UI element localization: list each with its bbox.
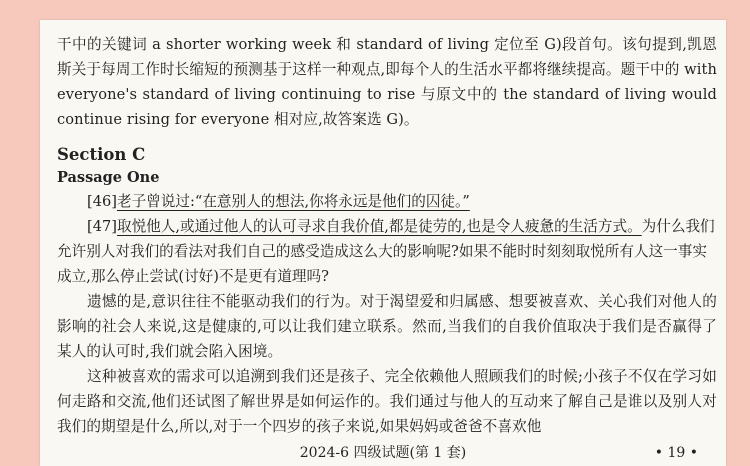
sentence-marker: [46] [87,193,117,210]
sentence-marker: [47] [87,218,117,235]
sentence-46 [57,189,717,214]
sentence-continuation: 为什么我们允许别人对我们的看法对我们自己的感受造成这么大的影响呢?如果不能时时刻刻取悦所有人这一事实成立,那么停止尝试(讨好)不是更有道理吗? [57,218,715,285]
footer-title: 2024-6 四级试题(第 1 套) [299,445,467,461]
underlined-sentence: 取悦他人,或通过他人的认可寻求自我价值,都是徒劳的,也是令人疲惫的生活方式。 [116,218,642,235]
sentence-47 [57,214,717,289]
exam-page [40,20,726,466]
body-paragraph: 遗憾的是,意识往往不能驱动我们的行为。对于渴望爱和归属感、想要被喜欢、关心我们对他人的影响的社会人来说,这是健康的,可以让我们建立联系。然而,当我们的自我价值取决于我们是否赢得了某人的认可时,我们就会陷入困境。 [57,293,717,360]
section-title: Section C [57,145,146,164]
page-number: • 19 • [654,445,698,461]
body-paragraph: 这种被喜欢的需求可以追溯到我们还是孩子、完全依赖他人照顾我们的时候;小孩子不仅在学习如何走路和交流,他们还试图了解世界是如何运作的。我们通过与他人的互动来了解自己是谁以及别人对我们的期望是什么,所以,对于一个四岁的孩子来说,如果妈妈或爸爸不喜欢他 [57,368,717,435]
explanation-paragraph: 干中的关键词 a shorter working week 和 standard of living 定位至 G)段首句。该句提到,凯恩斯关于每周工作时长缩短的预测基于这样一种观点,即每个人的生活水平都将继续提高。题干中的 with everyone's standard of living continuing to rise 与原文中的 the standard of living would continue rising for everyone 相对应,故答案选 G)。 [57,36,717,128]
passage-title: Passage One [57,169,160,186]
underlined-sentence: 老子曾说过:“在意别人的想法,你将永远是他们的囚徒。” [116,193,470,210]
page-content [57,32,717,439]
